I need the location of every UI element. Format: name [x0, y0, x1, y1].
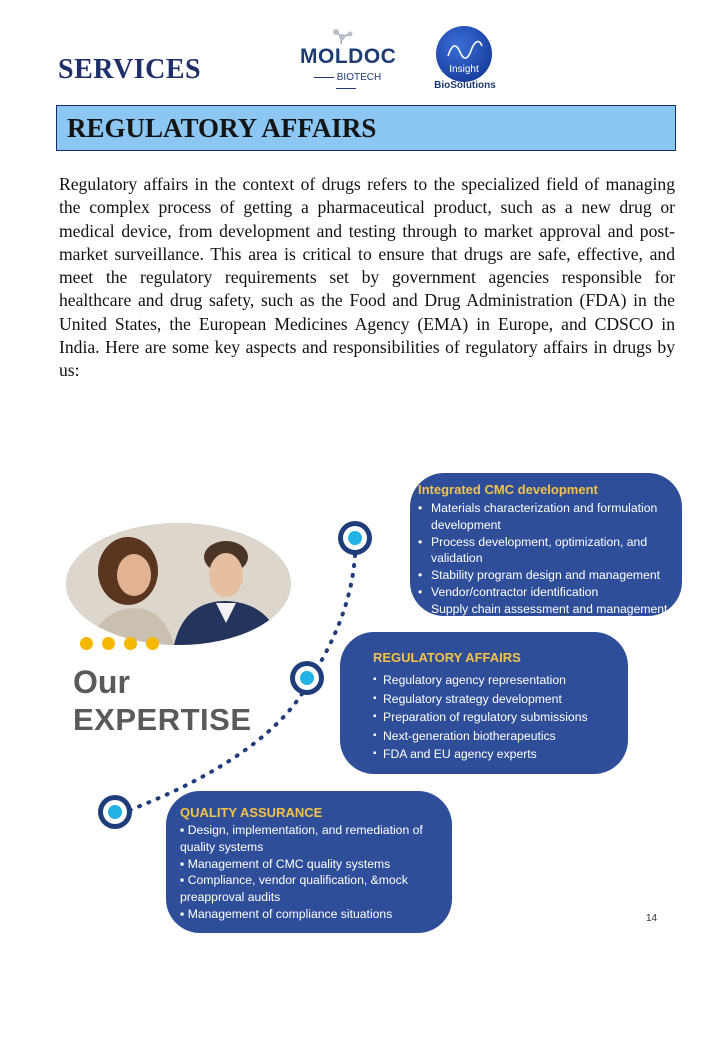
card-list-item: • Stability program design and management	[418, 567, 682, 584]
insight-logo-sub: BioSolutions	[434, 80, 496, 91]
card-list-item: ▪ Regulatory strategy development	[373, 690, 628, 709]
section-heading: SERVICES	[58, 54, 202, 85]
card-cmc-development	[410, 473, 682, 616]
card-list-item: ▪ Compliance, vendor qualification, &mock preapproval audits	[180, 873, 408, 905]
card-regulatory-affairs	[340, 632, 628, 774]
card-list-item: ▪ Regulatory agency representation	[373, 671, 628, 690]
card-list-item: • Process development, optimization, and validation	[418, 534, 682, 568]
intro-paragraph: Regulatory affairs in the context of drugs refers to the specialized field of managing the complex process of getting a pharmaceutical product, such as a new drug or medical device, from development and testing through to market approval and post-market surveillance. This area is critical to ensure that drugs are safe, effective, and meet the regulatory requirements set by government agencies responsible for healthcare and drug safety, such as the Food and Drug Administration (FDA) in the United States, the European Medicines Agency (EMA) in Europe, and CDSCO in India. Here are some key aspects and responsibilities of regulatory affairs in drugs by us:	[59, 174, 675, 381]
page-number: 14	[646, 913, 658, 924]
card-list-item: ▪ Management of compliance situations	[180, 906, 393, 921]
card-list-item: ▪ Next-generation biotherapeutics	[373, 727, 628, 746]
title-box-text: REGULATORY AFFAIRS	[67, 113, 377, 143]
card-list-item: ▪ Preparation of regulatory submissions	[373, 708, 628, 727]
card-title: REGULATORY AFFAIRS	[373, 650, 521, 665]
card-list-item: ▪ FDA and EU agency experts	[373, 745, 628, 764]
card-list-item: • Supply chain assessment and management	[418, 601, 682, 616]
target-marker-icon	[338, 521, 372, 555]
moldoc-logo-name: MOLDOC	[300, 45, 397, 68]
expertise-heading-line2: EXPERTISE	[73, 702, 252, 737]
expertise-heading-line1: Our	[73, 664, 130, 700]
card-quality-assurance	[166, 791, 452, 933]
card-list-item: • Materials characterization and formulation development	[418, 500, 682, 534]
target-marker-icon	[98, 795, 132, 829]
card-list-item: ▪ Management of CMC quality systems	[180, 856, 391, 871]
insight-logo-name: Insight	[449, 64, 479, 75]
card-title: Integrated CMC development	[418, 482, 598, 497]
moldoc-logo-sub: BIOTECH	[298, 72, 394, 94]
card-list-item: ▪ Design, implementation, and remediation of quality systems	[180, 823, 423, 854]
card-list-item: • Vendor/contractor identification	[418, 584, 682, 601]
target-marker-icon	[290, 661, 324, 695]
card-title: QUALITY ASSURANCE	[180, 805, 323, 820]
